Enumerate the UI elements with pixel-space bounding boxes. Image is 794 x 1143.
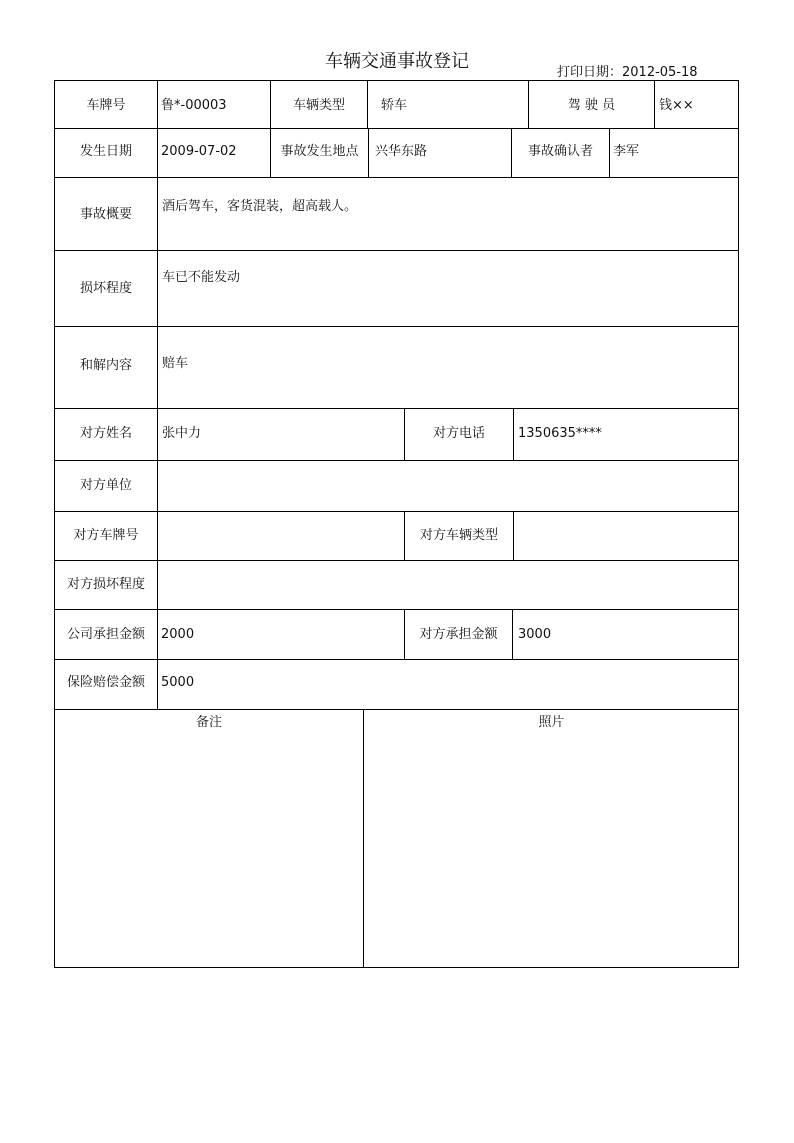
confirmer-label: 事故确认者 bbox=[527, 144, 593, 159]
column-divider bbox=[363, 709, 364, 968]
other-phone-value: 1350635**** bbox=[518, 426, 602, 441]
photo-label: 照片 bbox=[538, 715, 565, 730]
remarks-label: 备注 bbox=[195, 715, 222, 730]
other-name-label: 对方姓名 bbox=[79, 426, 132, 441]
driver-value: 钱×× bbox=[659, 98, 694, 113]
company-amount-label: 公司承担金额 bbox=[66, 627, 145, 642]
insurance-amount-label: 保险赔偿金额 bbox=[66, 675, 145, 690]
date-value: 2009-07-02 bbox=[161, 144, 237, 159]
settlement-value: 赔车 bbox=[162, 356, 189, 371]
other-amount-value: 3000 bbox=[518, 627, 552, 642]
company-amount-value: 2000 bbox=[161, 627, 195, 642]
column-divider bbox=[609, 128, 610, 177]
other-amount-label: 对方承担金额 bbox=[419, 627, 498, 642]
other-damage-label: 对方损坏程度 bbox=[66, 577, 145, 592]
column-divider bbox=[157, 80, 158, 709]
row-divider bbox=[54, 709, 739, 710]
plate-value: 鲁*-00003 bbox=[161, 98, 227, 113]
summary-value: 酒后驾车，客货混装，超高载人。 bbox=[162, 199, 358, 214]
insurance-amount-value: 5000 bbox=[161, 675, 195, 690]
column-divider bbox=[513, 511, 514, 560]
damage-label: 损坏程度 bbox=[79, 281, 132, 296]
column-divider bbox=[654, 80, 655, 128]
settlement-label: 和解内容 bbox=[79, 358, 132, 373]
place-label: 事故发生地点 bbox=[280, 144, 359, 159]
column-divider bbox=[512, 609, 513, 659]
place-value: 兴华东路 bbox=[375, 144, 428, 159]
vehicle-type-value: 轿车 bbox=[381, 98, 408, 113]
other-name-value: 张中力 bbox=[162, 426, 202, 441]
confirmer-value: 李军 bbox=[613, 144, 640, 159]
damage-value: 车已不能发动 bbox=[162, 270, 241, 285]
other-phone-label: 对方电话 bbox=[432, 426, 485, 441]
form-title: 车辆交通事故登记 bbox=[325, 51, 469, 72]
summary-label: 事故概要 bbox=[79, 207, 132, 222]
other-plate-label: 对方车牌号 bbox=[73, 528, 139, 543]
other-vehicle-type-label: 对方车辆类型 bbox=[419, 528, 498, 543]
vehicle-type-label: 车辆类型 bbox=[292, 98, 345, 113]
date-label: 发生日期 bbox=[79, 144, 132, 159]
other-unit-label: 对方单位 bbox=[79, 478, 132, 493]
column-divider bbox=[367, 80, 368, 128]
column-divider bbox=[513, 408, 514, 460]
column-divider bbox=[368, 128, 369, 177]
print-date: 打印日期：2012-05-18 bbox=[557, 65, 698, 80]
driver-label: 驾 驶 员 bbox=[567, 98, 616, 113]
plate-label: 车牌号 bbox=[86, 98, 126, 113]
